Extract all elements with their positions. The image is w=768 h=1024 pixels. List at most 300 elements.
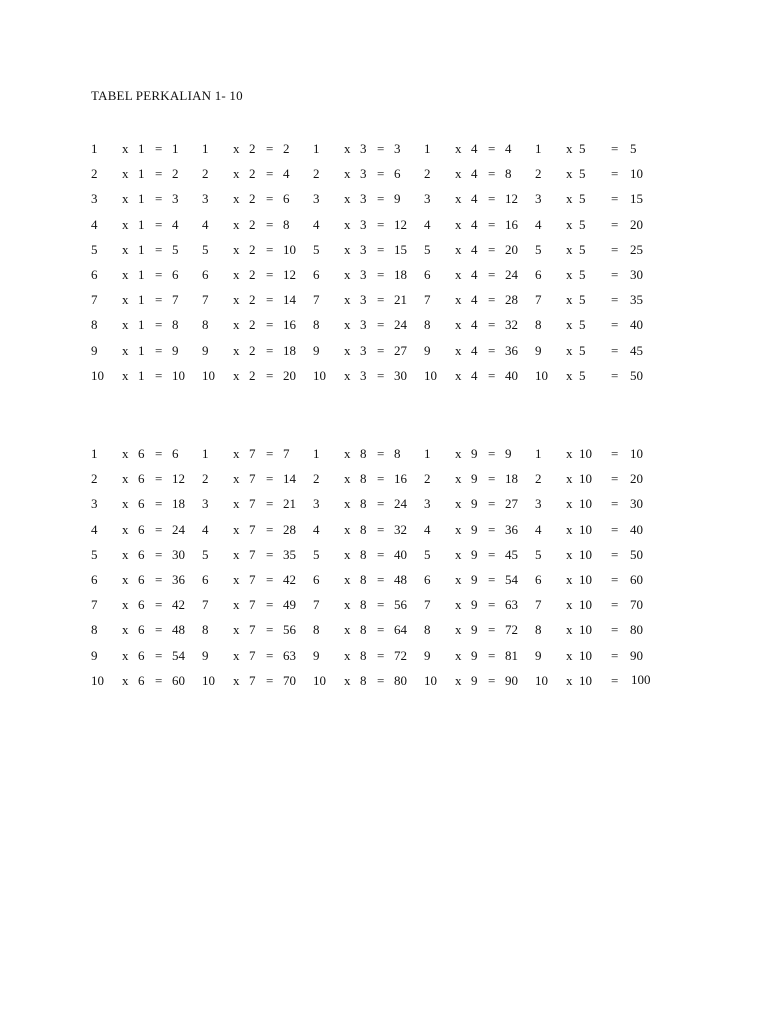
cell-product: 40	[630, 521, 643, 537]
cell-multiplicand: 1	[138, 216, 145, 232]
cell-multiplier: 1	[535, 446, 542, 461]
table-row	[0, 367, 768, 385]
cell-times-sign: x	[566, 241, 573, 257]
cell-product: 4	[505, 141, 512, 156]
cell-equals-sign: =	[155, 496, 163, 512]
cell-product: 5	[630, 141, 637, 156]
cell-product: 50	[630, 367, 643, 383]
cell-product: 18	[394, 267, 407, 282]
cell-equals-sign: =	[377, 191, 385, 207]
cell-equals-sign: =	[488, 191, 496, 207]
cell-product: 36	[172, 572, 185, 587]
cell-product: 8	[283, 216, 290, 232]
cell-times-sign: x	[233, 471, 240, 487]
cell-equals-sign: =	[266, 496, 274, 512]
cell-multiplicand: 9	[471, 622, 478, 638]
cell-multiplicand: 6	[138, 521, 145, 537]
cell-multiplicand: 8	[360, 672, 367, 688]
cell-multiplicand: 4	[471, 267, 478, 282]
cell-multiplicand: 9	[471, 471, 478, 487]
cell-multiplicand: 6	[138, 546, 145, 562]
cell-times-sign: x	[455, 471, 462, 487]
cell-product: 2	[172, 166, 179, 182]
cell-equals-sign: =	[611, 166, 619, 182]
cell-multiplier: 9	[313, 342, 320, 358]
cell-equals-sign: =	[155, 141, 163, 156]
cell-equals-sign: =	[611, 317, 619, 333]
cell-equals-sign: =	[266, 672, 274, 688]
cell-multiplier: 7	[313, 292, 320, 308]
table-row	[0, 445, 768, 463]
cell-equals-sign: =	[377, 241, 385, 257]
cell-multiplier: 7	[424, 597, 431, 613]
cell-multiplier: 10	[202, 367, 215, 383]
cell-multiplier: 10	[313, 672, 326, 688]
cell-times-sign: x	[233, 191, 240, 207]
cell-product: 10	[172, 367, 185, 383]
cell-multiplicand: 5	[579, 367, 586, 383]
cell-multiplier: 5	[91, 241, 98, 257]
cell-equals-sign: =	[266, 342, 274, 358]
cell-times-sign: x	[566, 496, 573, 512]
cell-multiplier: 8	[202, 317, 209, 333]
cell-product: 42	[172, 597, 185, 613]
cell-equals-sign: =	[611, 141, 619, 156]
page-title: TABEL PERKALIAN 1- 10	[91, 88, 243, 103]
cell-multiplier: 10	[91, 672, 104, 688]
cell-equals-sign: =	[155, 367, 163, 383]
cell-equals-sign: =	[155, 342, 163, 358]
cell-times-sign: x	[455, 342, 462, 358]
cell-times-sign: x	[233, 446, 240, 461]
cell-product: 2	[283, 141, 290, 156]
cell-product: 72	[394, 647, 407, 663]
cell-product: 90	[505, 672, 518, 688]
cell-equals-sign: =	[488, 446, 496, 461]
cell-product: 10	[283, 241, 296, 257]
cell-times-sign: x	[455, 191, 462, 207]
cell-multiplier: 9	[424, 342, 431, 358]
cell-multiplier: 9	[202, 647, 209, 663]
cell-times-sign: x	[344, 622, 351, 638]
cell-multiplier: 2	[91, 166, 98, 182]
cell-multiplier: 5	[313, 241, 320, 257]
cell-equals-sign: =	[266, 622, 274, 638]
cell-multiplicand: 8	[360, 622, 367, 638]
cell-multiplicand: 7	[249, 647, 256, 663]
cell-times-sign: x	[455, 216, 462, 232]
cell-equals-sign: =	[266, 216, 274, 232]
cell-product: 3	[172, 191, 179, 207]
cell-multiplicand: 6	[138, 446, 145, 461]
cell-product: 6	[172, 446, 179, 461]
cell-product: 5	[172, 241, 179, 257]
cell-multiplicand: 1	[138, 367, 145, 383]
cell-times-sign: x	[455, 546, 462, 562]
cell-product: 35	[283, 546, 296, 562]
cell-equals-sign: =	[266, 446, 274, 461]
cell-multiplicand: 2	[249, 342, 256, 358]
cell-multiplier: 6	[535, 267, 542, 282]
cell-equals-sign: =	[266, 292, 274, 308]
cell-product: 20	[630, 471, 643, 487]
cell-product: 24	[394, 317, 407, 333]
cell-product: 9	[505, 446, 512, 461]
cell-times-sign: x	[344, 546, 351, 562]
table-row	[0, 672, 768, 690]
cell-product: 60	[630, 572, 643, 587]
cell-times-sign: x	[122, 622, 129, 638]
cell-multiplier: 2	[202, 166, 209, 182]
cell-product: 63	[283, 647, 296, 663]
cell-product: 50	[630, 546, 643, 562]
cell-times-sign: x	[344, 471, 351, 487]
cell-multiplicand: 3	[360, 241, 367, 257]
cell-multiplicand: 9	[471, 647, 478, 663]
cell-multiplicand: 6	[138, 572, 145, 587]
cell-multiplicand: 3	[360, 166, 367, 182]
cell-equals-sign: =	[611, 342, 619, 358]
cell-times-sign: x	[344, 367, 351, 383]
cell-product: 40	[630, 317, 643, 333]
cell-multiplicand: 8	[360, 471, 367, 487]
cell-times-sign: x	[122, 446, 129, 461]
cell-times-sign: x	[122, 496, 129, 512]
cell-times-sign: x	[122, 267, 129, 282]
cell-times-sign: x	[344, 166, 351, 182]
cell-equals-sign: =	[377, 521, 385, 537]
cell-times-sign: x	[455, 647, 462, 663]
cell-product: 18	[283, 342, 296, 358]
cell-multiplier: 8	[91, 317, 98, 333]
cell-equals-sign: =	[611, 241, 619, 257]
cell-multiplier: 3	[91, 191, 98, 207]
cell-equals-sign: =	[155, 647, 163, 663]
cell-multiplicand: 10	[579, 572, 592, 587]
cell-multiplicand: 3	[360, 342, 367, 358]
cell-equals-sign: =	[155, 317, 163, 333]
cell-multiplicand: 6	[138, 622, 145, 638]
cell-product: 36	[505, 521, 518, 537]
cell-product: 56	[283, 622, 296, 638]
cell-product: 36	[505, 342, 518, 358]
cell-product: 28	[505, 292, 518, 308]
cell-times-sign: x	[566, 471, 573, 487]
cell-times-sign: x	[233, 647, 240, 663]
cell-equals-sign: =	[611, 446, 619, 461]
cell-multiplicand: 5	[579, 241, 586, 257]
cell-product: 70	[283, 672, 296, 688]
cell-equals-sign: =	[377, 622, 385, 638]
cell-times-sign: x	[233, 292, 240, 308]
cell-times-sign: x	[233, 317, 240, 333]
cell-equals-sign: =	[155, 622, 163, 638]
cell-times-sign: x	[344, 446, 351, 461]
cell-multiplicand: 1	[138, 241, 145, 257]
cell-times-sign: x	[122, 292, 129, 308]
cell-product: 1	[172, 141, 179, 156]
table-row	[0, 546, 768, 564]
cell-product: 70	[630, 597, 643, 613]
cell-equals-sign: =	[266, 191, 274, 207]
table-row	[0, 596, 768, 614]
cell-multiplicand: 10	[579, 622, 592, 638]
cell-multiplicand: 8	[360, 597, 367, 613]
cell-multiplier: 7	[424, 292, 431, 308]
cell-multiplier: 8	[313, 317, 320, 333]
cell-multiplier: 6	[91, 267, 98, 282]
cell-multiplier: 8	[91, 622, 98, 638]
cell-multiplier: 7	[202, 597, 209, 613]
cell-product: 8	[505, 166, 512, 182]
cell-multiplier: 5	[424, 241, 431, 257]
cell-times-sign: x	[122, 367, 129, 383]
cell-times-sign: x	[122, 166, 129, 182]
cell-equals-sign: =	[488, 292, 496, 308]
cell-equals-sign: =	[155, 292, 163, 308]
cell-multiplicand: 3	[360, 317, 367, 333]
cell-times-sign: x	[344, 216, 351, 232]
cell-multiplier: 7	[91, 597, 98, 613]
cell-multiplicand: 8	[360, 521, 367, 537]
cell-multiplier: 3	[424, 191, 431, 207]
cell-times-sign: x	[122, 521, 129, 537]
cell-times-sign: x	[344, 572, 351, 587]
cell-product: 72	[505, 622, 518, 638]
cell-times-sign: x	[455, 672, 462, 688]
cell-equals-sign: =	[155, 546, 163, 562]
cell-multiplier: 1	[313, 446, 320, 461]
cell-times-sign: x	[566, 647, 573, 663]
cell-equals-sign: =	[488, 496, 496, 512]
cell-multiplicand: 9	[471, 521, 478, 537]
cell-equals-sign: =	[488, 267, 496, 282]
cell-multiplicand: 10	[579, 471, 592, 487]
cell-times-sign: x	[233, 546, 240, 562]
cell-multiplier: 8	[424, 622, 431, 638]
cell-product: 12	[394, 216, 407, 232]
cell-equals-sign: =	[155, 191, 163, 207]
cell-multiplicand: 9	[471, 546, 478, 562]
cell-multiplicand: 10	[579, 597, 592, 613]
cell-times-sign: x	[455, 267, 462, 282]
cell-product: 30	[172, 546, 185, 562]
cell-multiplicand: 4	[471, 367, 478, 383]
cell-product: 63	[505, 597, 518, 613]
cell-multiplicand: 4	[471, 141, 478, 156]
table-row	[0, 571, 768, 589]
cell-times-sign: x	[566, 166, 573, 182]
cell-equals-sign: =	[488, 471, 496, 487]
cell-multiplicand: 10	[579, 546, 592, 562]
cell-product: 24	[505, 267, 518, 282]
cell-times-sign: x	[344, 191, 351, 207]
cell-times-sign: x	[566, 191, 573, 207]
cell-product: 9	[394, 191, 401, 207]
cell-product: 24	[394, 496, 407, 512]
cell-multiplier: 5	[535, 241, 542, 257]
cell-multiplicand: 8	[360, 572, 367, 587]
cell-equals-sign: =	[488, 546, 496, 562]
cell-multiplicand: 5	[579, 191, 586, 207]
cell-multiplier: 8	[535, 317, 542, 333]
cell-times-sign: x	[455, 572, 462, 587]
cell-multiplier: 4	[313, 521, 320, 537]
cell-multiplier: 3	[202, 496, 209, 512]
cell-equals-sign: =	[155, 166, 163, 182]
cell-times-sign: x	[122, 546, 129, 562]
cell-product: 6	[283, 191, 290, 207]
cell-equals-sign: =	[611, 367, 619, 383]
cell-times-sign: x	[233, 521, 240, 537]
cell-multiplicand: 7	[249, 521, 256, 537]
cell-multiplier: 10	[424, 367, 437, 383]
cell-equals-sign: =	[266, 241, 274, 257]
cell-multiplicand: 10	[579, 496, 592, 512]
cell-equals-sign: =	[488, 367, 496, 383]
table-row	[0, 342, 768, 360]
cell-product: 21	[394, 292, 407, 308]
cell-equals-sign: =	[611, 292, 619, 308]
cell-multiplicand: 3	[360, 216, 367, 232]
cell-times-sign: x	[344, 672, 351, 688]
cell-product: 3	[394, 141, 401, 156]
cell-multiplier: 8	[424, 317, 431, 333]
table-row	[0, 190, 768, 208]
cell-times-sign: x	[233, 141, 240, 156]
cell-equals-sign: =	[266, 647, 274, 663]
cell-multiplier: 10	[202, 672, 215, 688]
cell-multiplier: 3	[202, 191, 209, 207]
cell-equals-sign: =	[377, 647, 385, 663]
cell-multiplicand: 6	[138, 597, 145, 613]
cell-times-sign: x	[566, 622, 573, 638]
cell-multiplier: 6	[202, 267, 209, 282]
cell-times-sign: x	[455, 241, 462, 257]
cell-product: 14	[283, 292, 296, 308]
table-row	[0, 241, 768, 259]
cell-multiplicand: 7	[249, 471, 256, 487]
cell-times-sign: x	[344, 317, 351, 333]
table-row	[0, 291, 768, 309]
cell-product: 30	[630, 496, 643, 512]
table-row	[0, 140, 768, 158]
cell-times-sign: x	[566, 446, 573, 461]
cell-multiplicand: 4	[471, 216, 478, 232]
cell-times-sign: x	[566, 292, 573, 308]
cell-multiplier: 2	[535, 471, 542, 487]
table-row	[0, 316, 768, 334]
cell-multiplicand: 6	[138, 672, 145, 688]
cell-equals-sign: =	[611, 622, 619, 638]
cell-equals-sign: =	[488, 672, 496, 688]
cell-multiplier: 3	[535, 496, 542, 512]
cell-multiplier: 2	[313, 471, 320, 487]
cell-multiplicand: 3	[360, 367, 367, 383]
cell-product: 18	[505, 471, 518, 487]
cell-multiplicand: 1	[138, 267, 145, 282]
cell-times-sign: x	[455, 496, 462, 512]
table-row	[0, 521, 768, 539]
cell-multiplier: 8	[535, 622, 542, 638]
cell-times-sign: x	[344, 597, 351, 613]
cell-multiplier: 5	[424, 546, 431, 562]
cell-product: 60	[172, 672, 185, 688]
cell-times-sign: x	[344, 267, 351, 282]
cell-multiplier: 8	[202, 622, 209, 638]
cell-multiplier: 1	[202, 446, 209, 461]
cell-multiplicand: 1	[138, 292, 145, 308]
cell-times-sign: x	[344, 292, 351, 308]
cell-multiplier: 1	[424, 446, 431, 461]
cell-product: 15	[630, 191, 643, 207]
cell-equals-sign: =	[488, 241, 496, 257]
cell-product: 6	[172, 267, 179, 282]
cell-product: 21	[283, 496, 296, 512]
cell-multiplier: 1	[202, 141, 209, 156]
cell-equals-sign: =	[266, 546, 274, 562]
cell-multiplier: 2	[424, 471, 431, 487]
cell-multiplicand: 2	[249, 317, 256, 333]
cell-times-sign: x	[566, 572, 573, 587]
cell-times-sign: x	[455, 292, 462, 308]
cell-equals-sign: =	[266, 367, 274, 383]
table-row	[0, 266, 768, 284]
table-row	[0, 470, 768, 488]
cell-multiplicand: 7	[249, 597, 256, 613]
cell-product: 81	[505, 647, 518, 663]
cell-multiplier: 6	[313, 267, 320, 282]
cell-multiplier: 4	[91, 521, 98, 537]
cell-equals-sign: =	[377, 141, 385, 156]
cell-equals-sign: =	[155, 572, 163, 587]
cell-equals-sign: =	[377, 597, 385, 613]
cell-multiplicand: 3	[360, 141, 367, 156]
cell-multiplier: 1	[91, 446, 98, 461]
cell-equals-sign: =	[611, 672, 619, 688]
cell-multiplicand: 2	[249, 216, 256, 232]
cell-multiplier: 10	[91, 367, 104, 383]
cell-multiplicand: 10	[579, 672, 592, 688]
cell-product: 90	[630, 647, 643, 663]
cell-multiplier: 7	[313, 597, 320, 613]
cell-product: 56	[394, 597, 407, 613]
cell-equals-sign: =	[155, 267, 163, 282]
cell-multiplicand: 2	[249, 292, 256, 308]
cell-times-sign: x	[344, 521, 351, 537]
cell-product: 16	[283, 317, 296, 333]
cell-equals-sign: =	[377, 446, 385, 461]
cell-equals-sign: =	[155, 521, 163, 537]
cell-times-sign: x	[455, 446, 462, 461]
cell-product: 32	[394, 521, 407, 537]
cell-multiplier: 4	[535, 216, 542, 232]
cell-multiplier: 6	[313, 572, 320, 587]
cell-multiplicand: 8	[360, 496, 367, 512]
cell-equals-sign: =	[611, 496, 619, 512]
cell-multiplier: 3	[535, 191, 542, 207]
cell-equals-sign: =	[488, 647, 496, 663]
cell-equals-sign: =	[377, 292, 385, 308]
cell-equals-sign: =	[488, 597, 496, 613]
cell-multiplier: 6	[535, 572, 542, 587]
cell-product: 35	[630, 292, 643, 308]
cell-equals-sign: =	[611, 216, 619, 232]
cell-product: 16	[505, 216, 518, 232]
cell-times-sign: x	[233, 166, 240, 182]
cell-product: 48	[394, 572, 407, 587]
cell-equals-sign: =	[611, 521, 619, 537]
